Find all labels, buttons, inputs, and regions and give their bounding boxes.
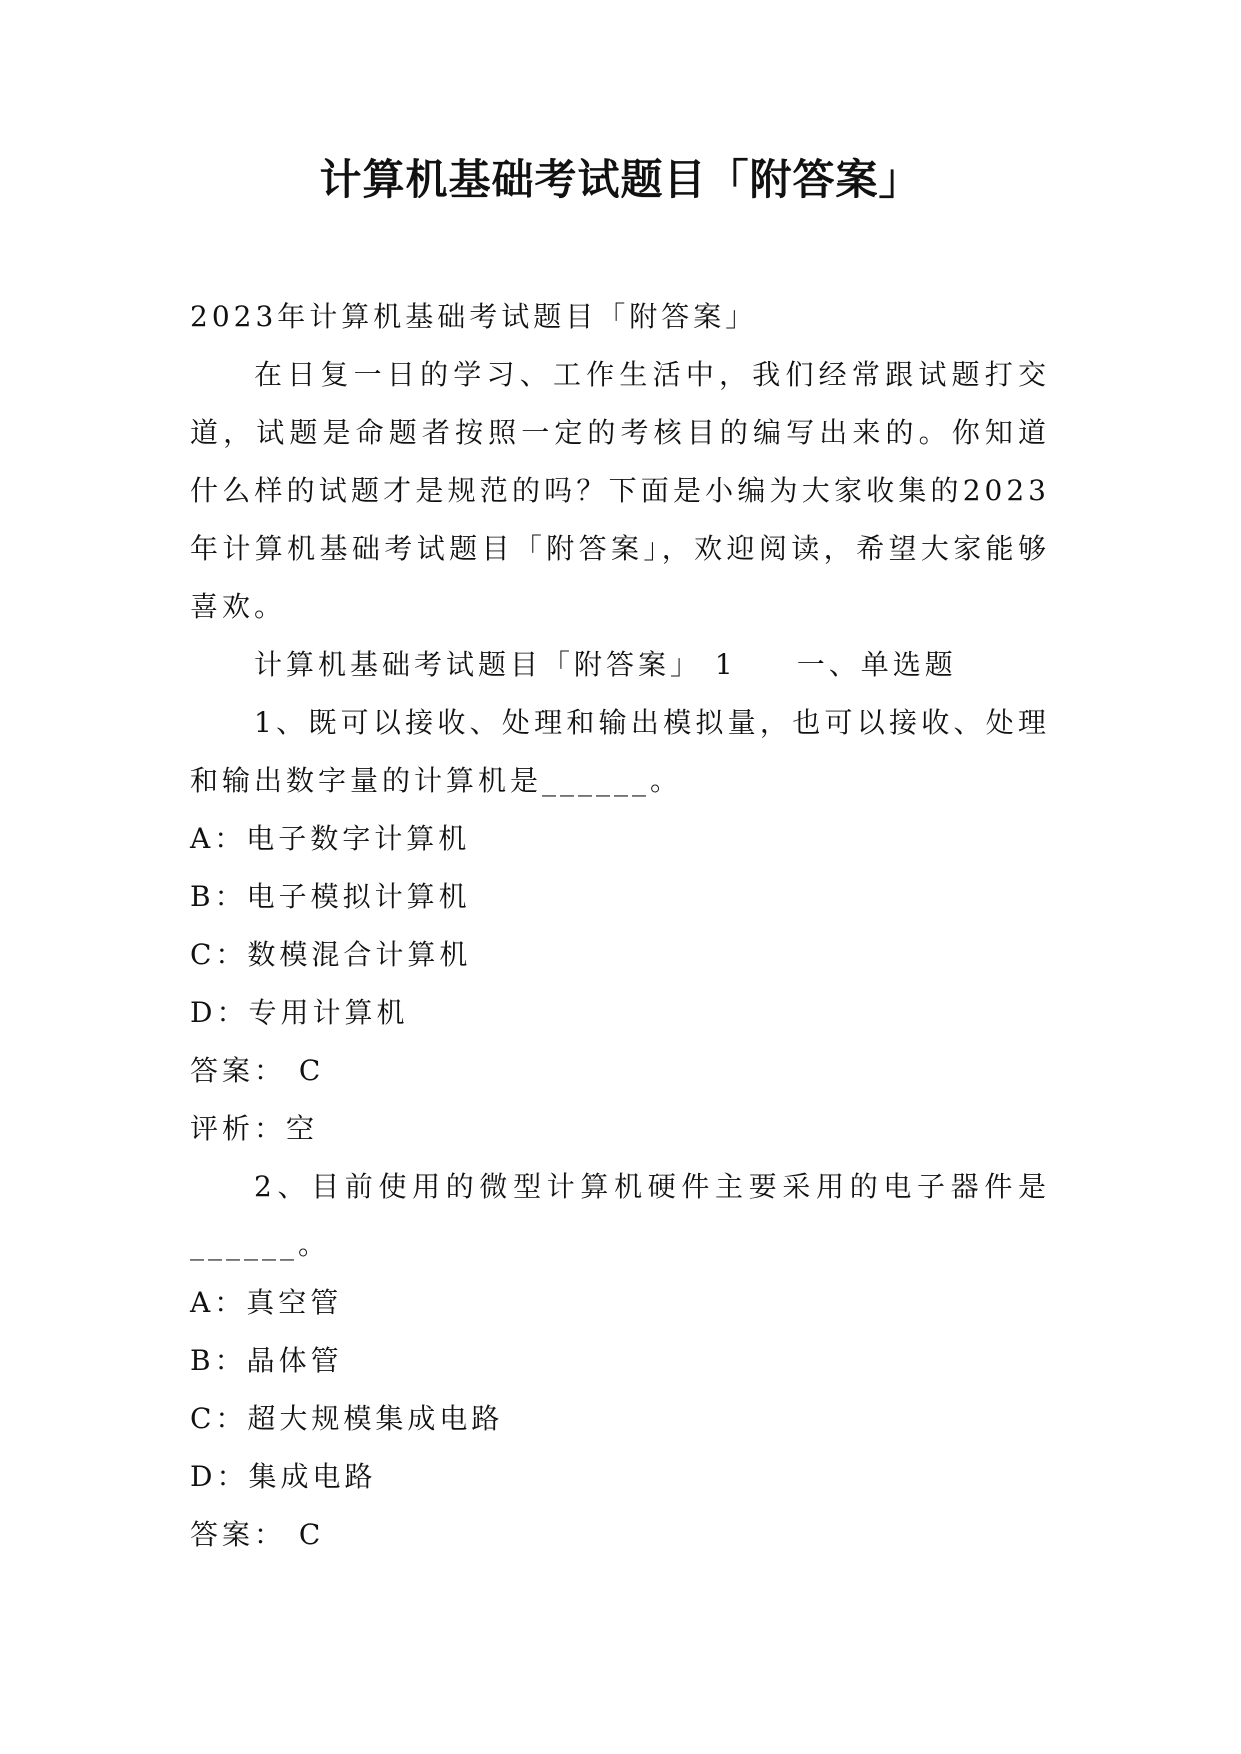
question-option: D：专用计算机 [190, 996, 409, 1029]
document-title: 计算机基础考试题目「附答案」 [319, 155, 922, 204]
question-option: B：晶体管 [190, 1344, 343, 1377]
section-type: 一、单选题 [796, 648, 957, 681]
question-answer: 答案： C [190, 1518, 325, 1551]
document-body [190, 288, 1050, 1564]
question-option: A：电子数字计算机 [190, 822, 471, 855]
heading-line: 2023年计算机基础考试题目「附答案」 [190, 300, 758, 333]
question-option: C：数模混合计算机 [190, 938, 472, 971]
question-analysis: 评析：空 [190, 1112, 319, 1145]
question-stem: 1、既可以接收、处理和输出模拟量，也可以接收、处理和输出数字量的计算机是______。 [190, 706, 1050, 797]
intro-paragraph: 在日复一日的学习、工作生活中，我们经常跟试题打交道，试题是命题者按照一定的考核目的编写出来的。你知道什么样的试题才是规范的吗？下面是小编为大家收集的2023年计算机基础考试题目「附答案」，欢迎阅读，希望大家能够喜欢。 [190, 358, 1050, 623]
question-stem: 2、目前使用的微型计算机硬件主要采用的电子器件是______。 [190, 1170, 1050, 1261]
question-answer: 答案： C [190, 1054, 325, 1087]
question-option: D：集成电路 [190, 1460, 377, 1493]
section-title: 计算机基础考试题目「附答案」 1 [254, 648, 737, 681]
question-option: B：电子模拟计算机 [190, 880, 471, 913]
question-option: A：真空管 [190, 1286, 343, 1319]
question-option: C：超大规模集成电路 [190, 1402, 504, 1435]
section-header [190, 636, 1050, 694]
